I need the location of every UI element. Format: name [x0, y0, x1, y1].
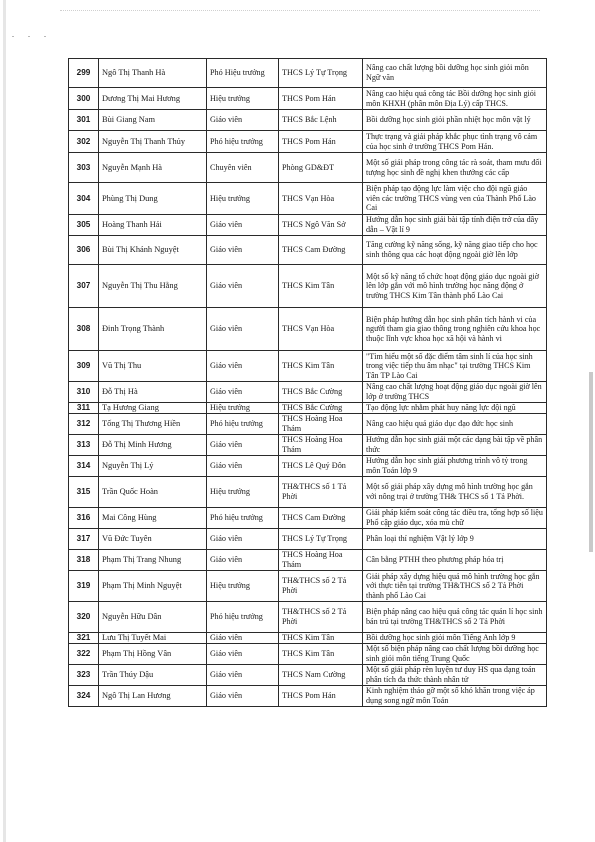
author-position: Phó hiệu trưởng	[207, 602, 279, 633]
table-row	[69, 644, 547, 665]
initiative-title: Bồi dưỡng học sinh giỏi phần nhiệt học môn vật lý	[363, 110, 547, 131]
initiative-title: Một số giải pháp trong công tác rà soát, tham mưu đối tượng học sinh đề nghị khen thưởng các cấp	[363, 153, 547, 183]
author-unit: TH&THCS số 1 Tả Phời	[279, 477, 363, 508]
table-row	[69, 351, 547, 382]
author-name: Trần Quốc Hoàn	[99, 477, 207, 508]
row-number: 303	[69, 153, 99, 183]
initiative-title: Một số giải pháp rèn luyện tư duy HS qua dạng toán phân tích đa thức thành nhân tử	[363, 665, 547, 686]
author-position: Hiệu trưởng	[207, 571, 279, 602]
initiative-title: Một số biện pháp nâng cao chất lượng bồi dưỡng học sinh giỏi môn tiếng Trung Quốc	[363, 644, 547, 665]
author-position: Giáo viên	[207, 550, 279, 571]
author-unit: THCS Nam Cường	[279, 665, 363, 686]
row-number: 323	[69, 665, 99, 686]
author-name: Hoàng Thanh Hải	[99, 215, 207, 236]
initiative-title: Biện pháp nâng cao hiệu quả công tác quản lí học sinh bán trú tại trường TH&THCS số 2 Tả Phời	[363, 602, 547, 633]
author-name: Nguyễn Mạnh Hà	[99, 153, 207, 183]
row-number: 304	[69, 183, 99, 215]
author-position: Giáo viên	[207, 215, 279, 236]
initiative-title: Tạo động lực nhằm phát huy năng lực đội ngũ	[363, 403, 547, 414]
author-name: Dương Thị Mai Hương	[99, 88, 207, 110]
author-name: Ngô Thị Thanh Hà	[99, 59, 207, 88]
author-name: Đỗ Thị Minh Hương	[99, 435, 207, 456]
author-unit: THCS Lê Quý Đôn	[279, 456, 363, 477]
author-name: Mai Công Hùng	[99, 508, 207, 529]
author-name: Nguyễn Thị Lý	[99, 456, 207, 477]
author-unit: TH&THCS số 2 Tả Phời	[279, 602, 363, 633]
table-row	[69, 602, 547, 633]
author-name: Phạm Thị Hồng Vân	[99, 644, 207, 665]
row-number: 313	[69, 435, 99, 456]
initiative-title: Nâng cao chất lượng hoạt động giáo dục ngoài giờ lên lớp ở trường THCS	[363, 382, 547, 403]
author-unit: THCS Bắc Lệnh	[279, 110, 363, 131]
row-number: 309	[69, 351, 99, 382]
initiative-title: Kinh nghiệm tháo gỡ một số khó khăn trong việc áp dụng song ngữ môn Toán	[363, 686, 547, 707]
initiative-title: Nâng cao hiệu quả giáo dục đạo đức học sinh	[363, 414, 547, 435]
row-number: 322	[69, 644, 99, 665]
row-number: 302	[69, 131, 99, 153]
author-position: Hiệu trưởng	[207, 477, 279, 508]
author-position: Giáo viên	[207, 435, 279, 456]
author-position: Phó hiệu trưởng	[207, 414, 279, 435]
author-unit: THCS Pom Hán	[279, 88, 363, 110]
author-name: Bùi Giang Nam	[99, 110, 207, 131]
initiative-title: Bồi dưỡng học sinh giỏi môn Tiếng Anh lớp 9	[363, 633, 547, 644]
author-name: Bùi Thị Khánh Nguyệt	[99, 236, 207, 265]
author-position: Giáo viên	[207, 644, 279, 665]
initiative-title: Phân loại thí nghiệm Vật lý lớp 9	[363, 529, 547, 550]
author-name: Vũ Đức Tuyên	[99, 529, 207, 550]
author-unit: THCS Pom Hán	[279, 686, 363, 707]
author-unit: Phòng GD&ĐT	[279, 153, 363, 183]
scan-left-edge	[3, 0, 6, 842]
registry-table	[68, 58, 547, 707]
author-unit: THCS Hoàng Hoa Thám	[279, 435, 363, 456]
scan-top-line	[60, 10, 540, 11]
author-position: Giáo viên	[207, 382, 279, 403]
table-row	[69, 633, 547, 644]
author-position: Giáo viên	[207, 633, 279, 644]
table-row	[69, 571, 547, 602]
author-unit: THCS Bắc Cường	[279, 403, 363, 414]
initiative-title: Một số giải pháp xây dựng mô hình trường học gắn với nông trại ở trường TH& THCS số 1 Tả Phời.	[363, 477, 547, 508]
author-position: Hiệu trưởng	[207, 88, 279, 110]
author-unit: THCS Lý Tự Trọng	[279, 59, 363, 88]
author-name: Nguyễn Thị Thanh Thủy	[99, 131, 207, 153]
author-name: Phạm Thị Trang Nhung	[99, 550, 207, 571]
initiative-title: Tăng cường kỹ năng sống, kỹ năng giao tiếp cho học sinh thông qua các hoạt động ngoài giờ lên lớp	[363, 236, 547, 265]
initiative-title: Nâng cao hiệu quả công tác Bồi dưỡng học sinh giỏi môn KHXH (phân môn Địa Lý) cấp THCS.	[363, 88, 547, 110]
author-position: Hiệu trưởng	[207, 183, 279, 215]
row-number: 317	[69, 529, 99, 550]
table-row	[69, 265, 547, 308]
author-name: Phạm Thị Minh Nguyệt	[99, 571, 207, 602]
author-unit: THCS Cam Đường	[279, 508, 363, 529]
table-body	[69, 59, 547, 707]
row-number: 314	[69, 456, 99, 477]
row-number: 319	[69, 571, 99, 602]
author-name: Nguyễn Thị Thu Hằng	[99, 265, 207, 308]
table-row	[69, 686, 547, 707]
initiative-title: Hướng dẫn học sinh giải một các dạng bài tập về phân thức	[363, 435, 547, 456]
table-row	[69, 131, 547, 153]
author-unit: THCS Vạn Hòa	[279, 183, 363, 215]
row-number: 310	[69, 382, 99, 403]
initiative-title: Hướng dẫn học sinh giải bài tập tính điện trở của dây dẫn – Vật lí 9	[363, 215, 547, 236]
table-row	[69, 456, 547, 477]
table-row	[69, 665, 547, 686]
row-number: 299	[69, 59, 99, 88]
author-unit: THCS Cam Đường	[279, 236, 363, 265]
author-unit: THCS Hoàng Hoa Thám	[279, 550, 363, 571]
row-number: 305	[69, 215, 99, 236]
author-position: Giáo viên	[207, 529, 279, 550]
author-position: Giáo viên	[207, 686, 279, 707]
table-row	[69, 550, 547, 571]
initiative-title: Thực trạng và giải pháp khắc phục tình trạng vô cảm của học sinh ở trường THCS Pom Hán.	[363, 131, 547, 153]
author-position: Giáo viên	[207, 351, 279, 382]
table-row	[69, 236, 547, 265]
table-row	[69, 153, 547, 183]
author-name: Đinh Trọng Thành	[99, 308, 207, 351]
table-row	[69, 382, 547, 403]
table-row	[69, 435, 547, 456]
author-name: Phùng Thị Dung	[99, 183, 207, 215]
author-name: Đỗ Thị Hà	[99, 382, 207, 403]
row-number: 308	[69, 308, 99, 351]
scan-right-mark	[589, 372, 593, 552]
author-unit: THCS Hoàng Hoa Thám	[279, 414, 363, 435]
author-position: Phó Hiệu trưởng	[207, 59, 279, 88]
row-number: 315	[69, 477, 99, 508]
author-name: Tống Thị Thương Hiền	[99, 414, 207, 435]
row-number: 321	[69, 633, 99, 644]
author-unit: THCS Kim Tân	[279, 351, 363, 382]
author-unit: THCS Ngô Văn Sở	[279, 215, 363, 236]
table-row	[69, 88, 547, 110]
initiative-title: Hướng dẫn học sinh giải phương trình vô tỷ trong môn Toán lớp 9	[363, 456, 547, 477]
author-position: Giáo viên	[207, 308, 279, 351]
author-unit: TH&THCS số 2 Tả Phời	[279, 571, 363, 602]
initiative-title: Giải pháp kiểm soát công tác điều tra, tổng hợp số liệu Phổ cập giáo dục, xóa mù chữ	[363, 508, 547, 529]
table-row	[69, 403, 547, 414]
row-number: 320	[69, 602, 99, 633]
row-number: 301	[69, 110, 99, 131]
row-number: 311	[69, 403, 99, 414]
initiative-title: Cân bằng PTHH theo phương pháp hóa trị	[363, 550, 547, 571]
table-row	[69, 183, 547, 215]
initiative-title: Biện pháp hướng dẫn học sinh phân tích hành vi của người tham gia giao thông trong nghiên cứu khoa học thuộc lĩnh vực khoa học xã hội và hành vi	[363, 308, 547, 351]
author-position: Giáo viên	[207, 665, 279, 686]
author-unit: THCS Kim Tân	[279, 633, 363, 644]
author-position: Giáo viên	[207, 456, 279, 477]
row-number: 300	[69, 88, 99, 110]
author-name: Tạ Hương Giang	[99, 403, 207, 414]
author-unit: THCS Kim Tân	[279, 644, 363, 665]
initiative-title: Một số kỹ năng tổ chức hoạt động giáo dục ngoài giờ lên lớp gắn với mô hình trường học năng động ở trường THCS Kim Tân thành phố Lào Cai	[363, 265, 547, 308]
row-number: 318	[69, 550, 99, 571]
author-name: Trần Thúy Dậu	[99, 665, 207, 686]
row-number: 306	[69, 236, 99, 265]
author-name: Lưu Thị Tuyết Mai	[99, 633, 207, 644]
author-name: Nguyễn Hữu Dân	[99, 602, 207, 633]
initiative-title: "Tìm hiểu một số đặc điểm tâm sinh lí của học sinh trong việc tiếp thu âm nhạc" tại trường THCS Kim Tân TP Lào Cai	[363, 351, 547, 382]
row-number: 324	[69, 686, 99, 707]
author-unit: THCS Bắc Cường	[279, 382, 363, 403]
author-unit: THCS Vạn Hòa	[279, 308, 363, 351]
scan-dots: . . .	[12, 30, 52, 39]
author-unit: THCS Pom Hán	[279, 131, 363, 153]
table-row	[69, 59, 547, 88]
table-row	[69, 110, 547, 131]
row-number: 312	[69, 414, 99, 435]
table-row	[69, 308, 547, 351]
initiative-title: Biện pháp tạo động lực làm việc cho đội ngũ giáo viên các trường THCS vùng ven của Thành Phố Lào Cai	[363, 183, 547, 215]
table-row	[69, 414, 547, 435]
row-number: 307	[69, 265, 99, 308]
initiative-title: Nâng cao chất lượng bồi dưỡng học sinh giỏi môn Ngữ văn	[363, 59, 547, 88]
author-position: Hiệu trưởng	[207, 403, 279, 414]
table-row	[69, 477, 547, 508]
author-position: Giáo viên	[207, 265, 279, 308]
author-position: Chuyên viên	[207, 153, 279, 183]
table-row	[69, 529, 547, 550]
author-position: Giáo viên	[207, 110, 279, 131]
author-position: Giáo viên	[207, 236, 279, 265]
author-position: Phó hiệu trưởng	[207, 508, 279, 529]
author-name: Vũ Thị Thu	[99, 351, 207, 382]
author-position: Phó hiệu trưởng	[207, 131, 279, 153]
table-row	[69, 215, 547, 236]
table-row	[69, 508, 547, 529]
initiative-title: Giải pháp xây dựng hiệu quả mô hình trường học gắn với thực tiễn tại trường TH&THCS số 2 Tả Phời thành phố Lào Cai	[363, 571, 547, 602]
author-unit: THCS Kim Tân	[279, 265, 363, 308]
author-name: Ngô Thị Lan Hương	[99, 686, 207, 707]
author-unit: THCS Lý Tự Trọng	[279, 529, 363, 550]
row-number: 316	[69, 508, 99, 529]
